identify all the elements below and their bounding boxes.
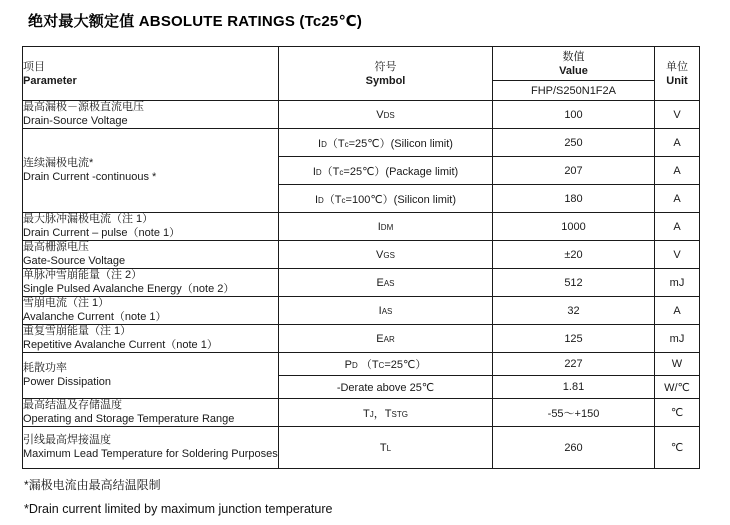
value-cell: 1.81: [493, 376, 655, 399]
unit-cell: A: [655, 297, 700, 325]
symbol-part: =25℃）: [384, 359, 427, 371]
symbol-cell: [279, 353, 493, 376]
parameter-cn: 最高漏极－源极直流电压: [23, 101, 144, 113]
header-parameter-en: Parameter: [23, 74, 77, 87]
symbol-part: P: [344, 359, 352, 371]
symbol-cell: [279, 101, 493, 129]
symbol-subscript: J: [369, 409, 374, 419]
symbol-part: I: [378, 304, 382, 317]
symbol-subscript: DM: [380, 222, 394, 232]
parameter-cn: 最大脉冲漏极电流（注 1）: [23, 213, 154, 225]
value-cell: 207: [493, 157, 655, 185]
unit-cell: W/℃: [655, 376, 700, 399]
unit-cell: ℃: [655, 399, 700, 427]
symbol-part: I: [314, 193, 319, 206]
table-row: [23, 241, 700, 269]
symbol-cell: [279, 427, 493, 469]
parameter-cell: [23, 241, 279, 269]
parameter-en: Drain Current -continuous *: [23, 170, 157, 183]
unit-cell: V: [655, 101, 700, 129]
parameter-cell: [23, 101, 279, 129]
symbol-subscript: D: [351, 361, 358, 370]
symbol-subscript: c: [341, 195, 346, 205]
unit-cell: A: [655, 185, 700, 213]
symbol-subscript: STG: [391, 409, 408, 419]
symbol-part: E: [376, 276, 384, 289]
symbol-part: （T: [357, 359, 379, 371]
header-parameter: [23, 47, 279, 101]
parameter-cn: 单脉冲雪崩能量（注 2）: [23, 269, 143, 281]
parameter-cell: [23, 129, 279, 213]
absolute-ratings-table: [22, 46, 700, 469]
page-title: 绝对最大额定值 ABSOLUTE RATINGS (Tc25℃): [28, 13, 363, 30]
symbol-subscript: AR: [383, 334, 395, 344]
header-value-cn: 数值: [562, 50, 585, 63]
parameter-cn: 耗散功率: [23, 362, 67, 374]
parameter-cell: [23, 213, 279, 241]
symbol-part: =25℃）(Silicon limit): [348, 137, 453, 150]
symbol-subscript: D: [318, 195, 324, 205]
parameter-en: Gate-Source Voltage: [23, 254, 126, 267]
symbol-part: ，T: [373, 407, 392, 420]
parameter-cell: [23, 427, 279, 469]
table-row: [23, 427, 700, 469]
table-row: [23, 269, 700, 297]
table-row: [23, 325, 700, 353]
unit-cell: mJ: [655, 269, 700, 297]
parameter-en: Avalanche Current（note 1）: [23, 310, 167, 323]
symbol-part: V: [376, 248, 384, 261]
symbol-cell: [279, 376, 493, 399]
parameter-cell: [23, 269, 279, 297]
header-unit: [655, 47, 700, 101]
parameter-en: Single Pulsed Avalanche Energy（note 2）: [23, 282, 235, 295]
symbol-part: （T: [326, 137, 345, 150]
table-row: [23, 129, 700, 157]
symbol-subscript: c: [344, 139, 349, 149]
unit-cell: A: [655, 129, 700, 157]
footnote-en: *Drain current limited by maximum junction temperature: [24, 502, 333, 516]
unit-cell: W: [655, 353, 700, 376]
parameter-en: Repetitive Avalanche Current（note 1）: [23, 338, 218, 351]
unit-cell: V: [655, 241, 700, 269]
parameter-cell: [23, 325, 279, 353]
symbol-subscript: AS: [381, 306, 393, 316]
table-row: [23, 297, 700, 325]
value-cell: 227: [493, 353, 655, 376]
symbol-part: I: [318, 137, 322, 150]
table-row: [23, 353, 700, 376]
symbol-cell: [279, 185, 493, 213]
header-part-number: FHP/S250N1F2A: [493, 81, 655, 101]
symbol-cell: [279, 399, 493, 427]
header-symbol: [279, 47, 493, 101]
header-symbol-en: Symbol: [365, 74, 406, 87]
value-cell: 260: [493, 427, 655, 469]
parameter-cn: 引线最高焊接温度: [23, 434, 111, 446]
header-value-en: Value: [559, 64, 588, 77]
parameter-en: Power Dissipation: [23, 375, 112, 388]
parameter-en: Maximum Lead Temperature for Soldering Purposes: [23, 447, 278, 460]
parameter-cn: 雪崩电流（注 1）: [23, 297, 110, 309]
parameter-cn: 最高栅源电压: [23, 241, 89, 253]
unit-cell: A: [655, 213, 700, 241]
parameter-cn: 最高结温及存储温度: [23, 399, 122, 411]
symbol-subscript: D: [315, 167, 322, 177]
unit-cell: A: [655, 157, 700, 185]
symbol-part: V: [376, 108, 384, 121]
symbol-part: T: [363, 407, 370, 420]
header-symbol-cn: 符号: [374, 60, 397, 73]
symbol-subscript: DS: [383, 110, 395, 120]
symbol-part: -Derate above 25℃: [336, 381, 435, 394]
symbol-subscript: C: [378, 361, 385, 370]
symbol-subscript: AS: [383, 278, 395, 288]
symbol-part: I: [377, 220, 381, 233]
header-unit-en: Unit: [666, 74, 688, 87]
symbol-part: （T: [323, 193, 342, 206]
symbol-part: =100℃）(Silicon limit): [345, 193, 457, 206]
table-row: [23, 101, 700, 129]
symbol-cell: [279, 213, 493, 241]
symbol-subscript: GS: [383, 250, 395, 260]
symbol-part: T: [379, 441, 387, 454]
value-cell: 180: [493, 185, 655, 213]
value-cell: 32: [493, 297, 655, 325]
value-cell: -55～+150: [493, 399, 655, 427]
parameter-en: Drain Current – pulse（note 1）: [23, 226, 181, 239]
parameter-en: Operating and Storage Temperature Range: [23, 412, 235, 425]
symbol-part: I: [312, 165, 316, 178]
value-cell: 100: [493, 101, 655, 129]
parameter-cn: 连续漏极电流*: [23, 157, 94, 169]
symbol-part: E: [376, 332, 384, 345]
symbol-part: =25℃）(Package limit): [343, 165, 459, 178]
header-value: [493, 47, 655, 81]
symbol-cell: [279, 325, 493, 353]
value-cell: 250: [493, 129, 655, 157]
parameter-cn: 重复雪崩能量（注 1）: [23, 325, 132, 337]
symbol-subscript: c: [339, 167, 344, 177]
unit-cell: ℃: [655, 427, 700, 469]
header-parameter-cn: 项目: [23, 60, 45, 73]
parameter-cell: [23, 353, 279, 399]
parameter-cell: [23, 399, 279, 427]
parameter-cell: [23, 297, 279, 325]
table-row: [23, 213, 700, 241]
symbol-cell: [279, 297, 493, 325]
symbol-subscript: D: [321, 139, 327, 149]
value-cell: 1000: [493, 213, 655, 241]
symbol-cell: [279, 129, 493, 157]
symbol-cell: [279, 157, 493, 185]
value-cell: ±20: [493, 241, 655, 269]
footnote-cn: *漏极电流由最高结温限制: [24, 478, 161, 492]
header-unit-cn: 单位: [666, 60, 688, 73]
parameter-en: Drain-Source Voltage: [23, 114, 128, 127]
unit-cell: mJ: [655, 325, 700, 353]
symbol-cell: [279, 269, 493, 297]
value-cell: 512: [493, 269, 655, 297]
table-row: [23, 399, 700, 427]
value-cell: 125: [493, 325, 655, 353]
symbol-part: （T: [321, 165, 340, 178]
symbol-subscript: L: [386, 443, 392, 453]
symbol-cell: [279, 241, 493, 269]
